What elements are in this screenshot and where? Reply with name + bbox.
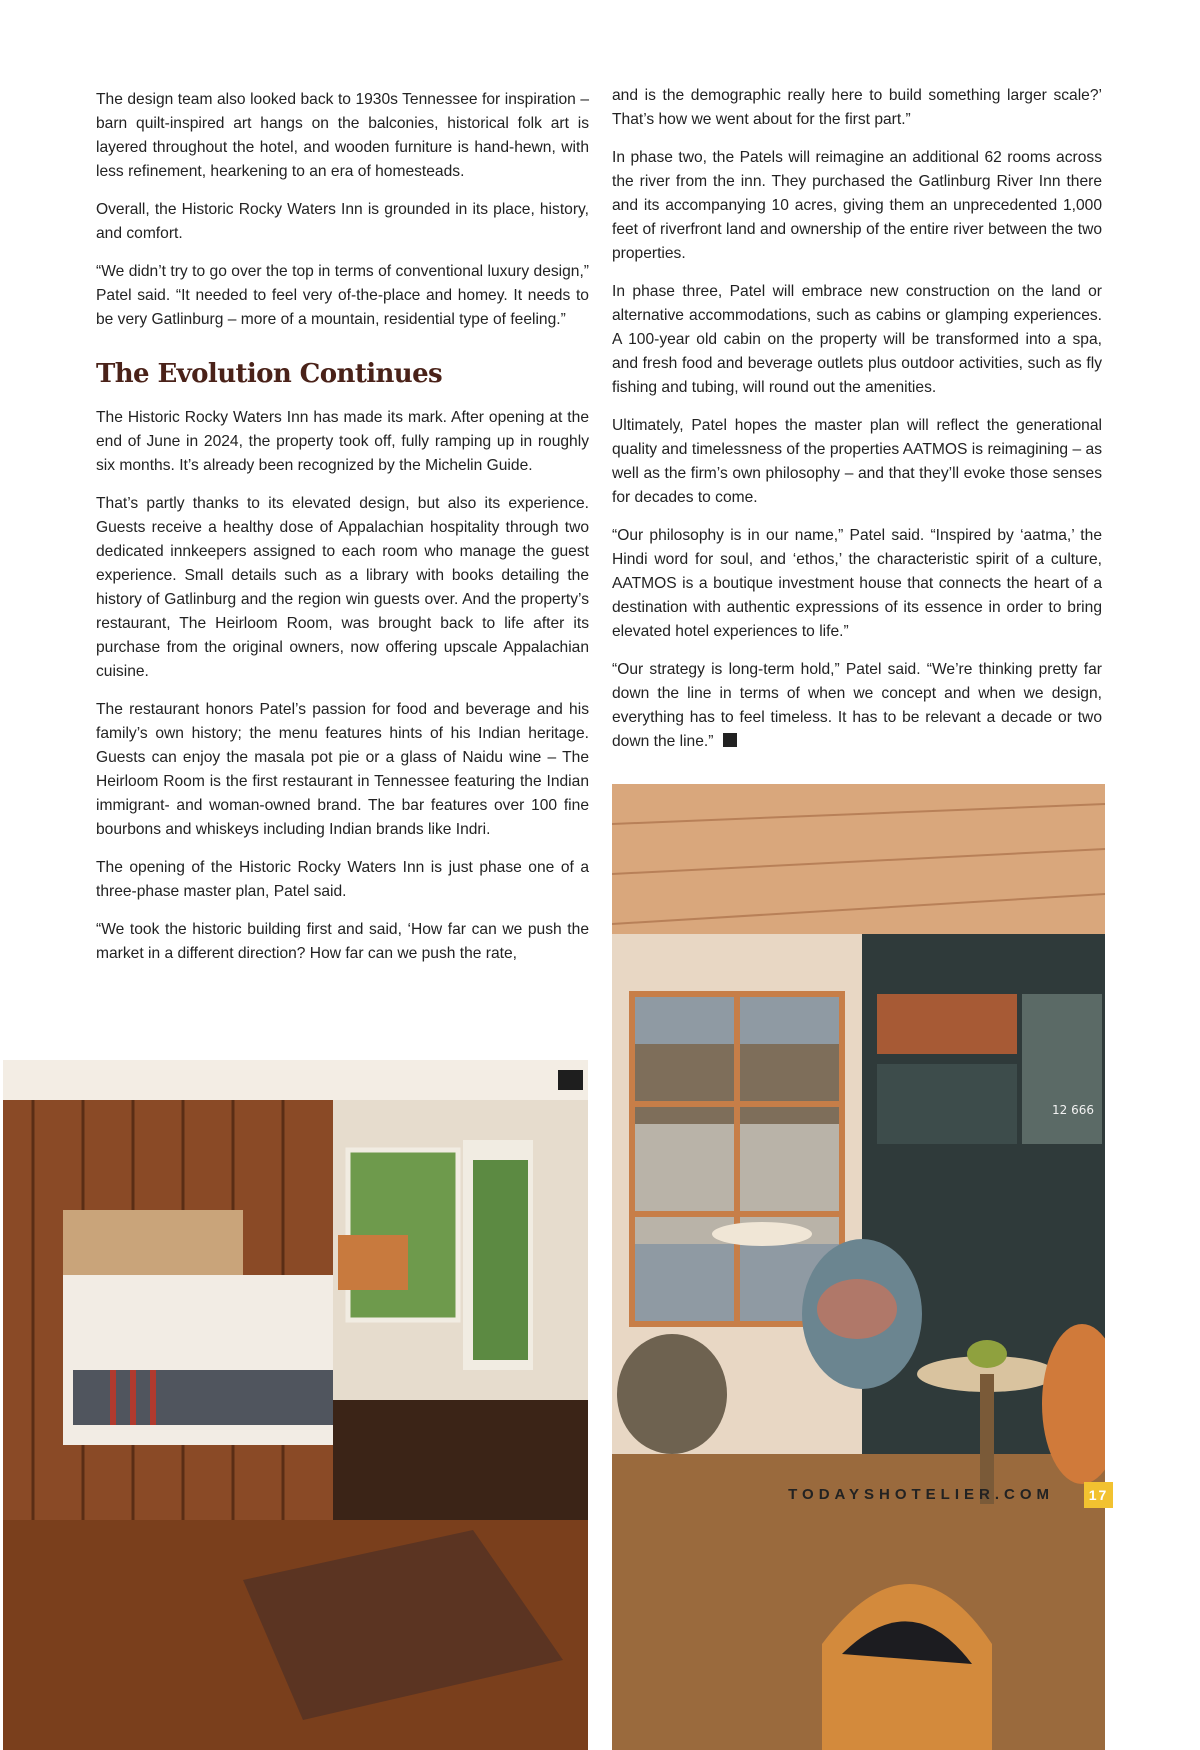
page-number-badge: 17 — [1084, 1482, 1113, 1508]
body-paragraph: “We didn’t try to go over the top in terms of conventional luxury design,” Patel said. “It needed to feel very of-the-place and homey. It needs to be very Gatlinburg – more of a mountain, residential type of feeling.” — [96, 263, 589, 328]
lounge-photo — [612, 784, 1105, 1750]
body-paragraph: The design team also looked back to 1930s Tennessee for inspiration – barn quilt-inspired art hangs on the balconies, historical folk art is layered throughout the hotel, and wooden furniture is hand-hewn, with less refinement, hearkening to an era of homesteads. — [96, 91, 589, 180]
body-paragraph: The Historic Rocky Waters Inn has made its mark. After opening at the end of June in 2024, the property took off, fully ramping up in roughly six months. It’s already been recognized by the Michelin Guide. — [96, 409, 589, 474]
closing-paragraph-text: “Our strategy is long-term hold,” Patel said. “We’re thinking pretty far down the line in terms of when we concept and when we design, everything has to feel timeless. It has to be relevant a decade or two down the line.” — [612, 661, 1102, 750]
article-right-column — [612, 84, 1102, 768]
body-paragraph: Ultimately, Patel hopes the master plan will reflect the generational quality and timelessness of the properties AATMOS is reimagining – as well as the firm’s own philosophy – and that they’ll evoke those senses for decades to come. — [612, 417, 1102, 506]
lounge-sign-text: 12 666 — [1052, 1103, 1094, 1117]
body-paragraph: The restaurant honors Patel’s passion for food and beverage and his family’s own history; the menu features hints of his Indian heritage. Guests can enjoy the masala pot pie or a glass of Naidu wine – The Heirloom Room is the first restaurant in Tennessee featuring the Indian immigrant- and woman-owned brand. The bar features over 100 fine bourbons and whiskeys including Indian brands like Indri. — [96, 701, 589, 838]
article-left-column — [96, 84, 589, 980]
end-of-article-mark — [723, 733, 737, 747]
closing-paragraph — [612, 658, 1102, 754]
body-paragraph: Overall, the Historic Rocky Waters Inn is grounded in its place, history, and comfort. — [96, 201, 589, 242]
body-paragraph: In phase two, the Patels will reimagine an additional 62 rooms across the river from the inn. They purchased the Gatlinburg River Inn there and its accompanying 10 acres, giving them an unprecedented 1,000 feet of riverfront land and ownership of the entire river between the two properties. — [612, 149, 1102, 262]
body-paragraph: “Our philosophy is in our name,” Patel said. “Inspired by ‘aatma,’ the Hindi word for soul, and ‘ethos,’ the characteristic spirit of a culture, AATMOS is a boutique investment house that connects the heart of a destination with authentic expressions of its essence in order to bring elevated hotel experiences to life.” — [612, 527, 1102, 640]
body-paragraph: In phase three, Patel will embrace new construction on the land or alternative accommodations, such as cabins or glamping experiences. A 100-year old cabin on the property will be transformed into a spa, and fresh food and beverage outlets plus outdoor activities, such as fly fishing and tubing, will round out the amenities. — [612, 283, 1102, 396]
body-paragraph: That’s partly thanks to its elevated design, but also its experience. Guests receive a healthy dose of Appalachian hospitality through two dedicated innkeepers assigned to each room who manage the guest experience. Small details such as a library with books detailing the history of Gatlinburg and the region win guests over. And the property’s restaurant, The Heirloom Room, was brought back to life after its purchase from the original owners, now offering upscale Appalachian cuisine. — [96, 495, 589, 680]
section-heading: The Evolution Continues — [96, 359, 443, 389]
body-paragraph: “We took the historic building first and said, ‘How far can we push the market in a different direction? How far can we push the rate, — [96, 921, 589, 962]
bedroom-photo — [3, 1060, 588, 1750]
body-paragraph: and is the demographic really here to build something larger scale?’ That’s how we went about for the first part.” — [612, 87, 1102, 128]
footer-site-name: TODAYSHOTELIER.COM — [788, 1486, 1054, 1503]
lounge-illustration — [612, 784, 1105, 1750]
body-paragraph: The opening of the Historic Rocky Waters Inn is just phase one of a three-phase master plan, Patel said. — [96, 859, 589, 900]
bedroom-illustration — [3, 1060, 588, 1750]
